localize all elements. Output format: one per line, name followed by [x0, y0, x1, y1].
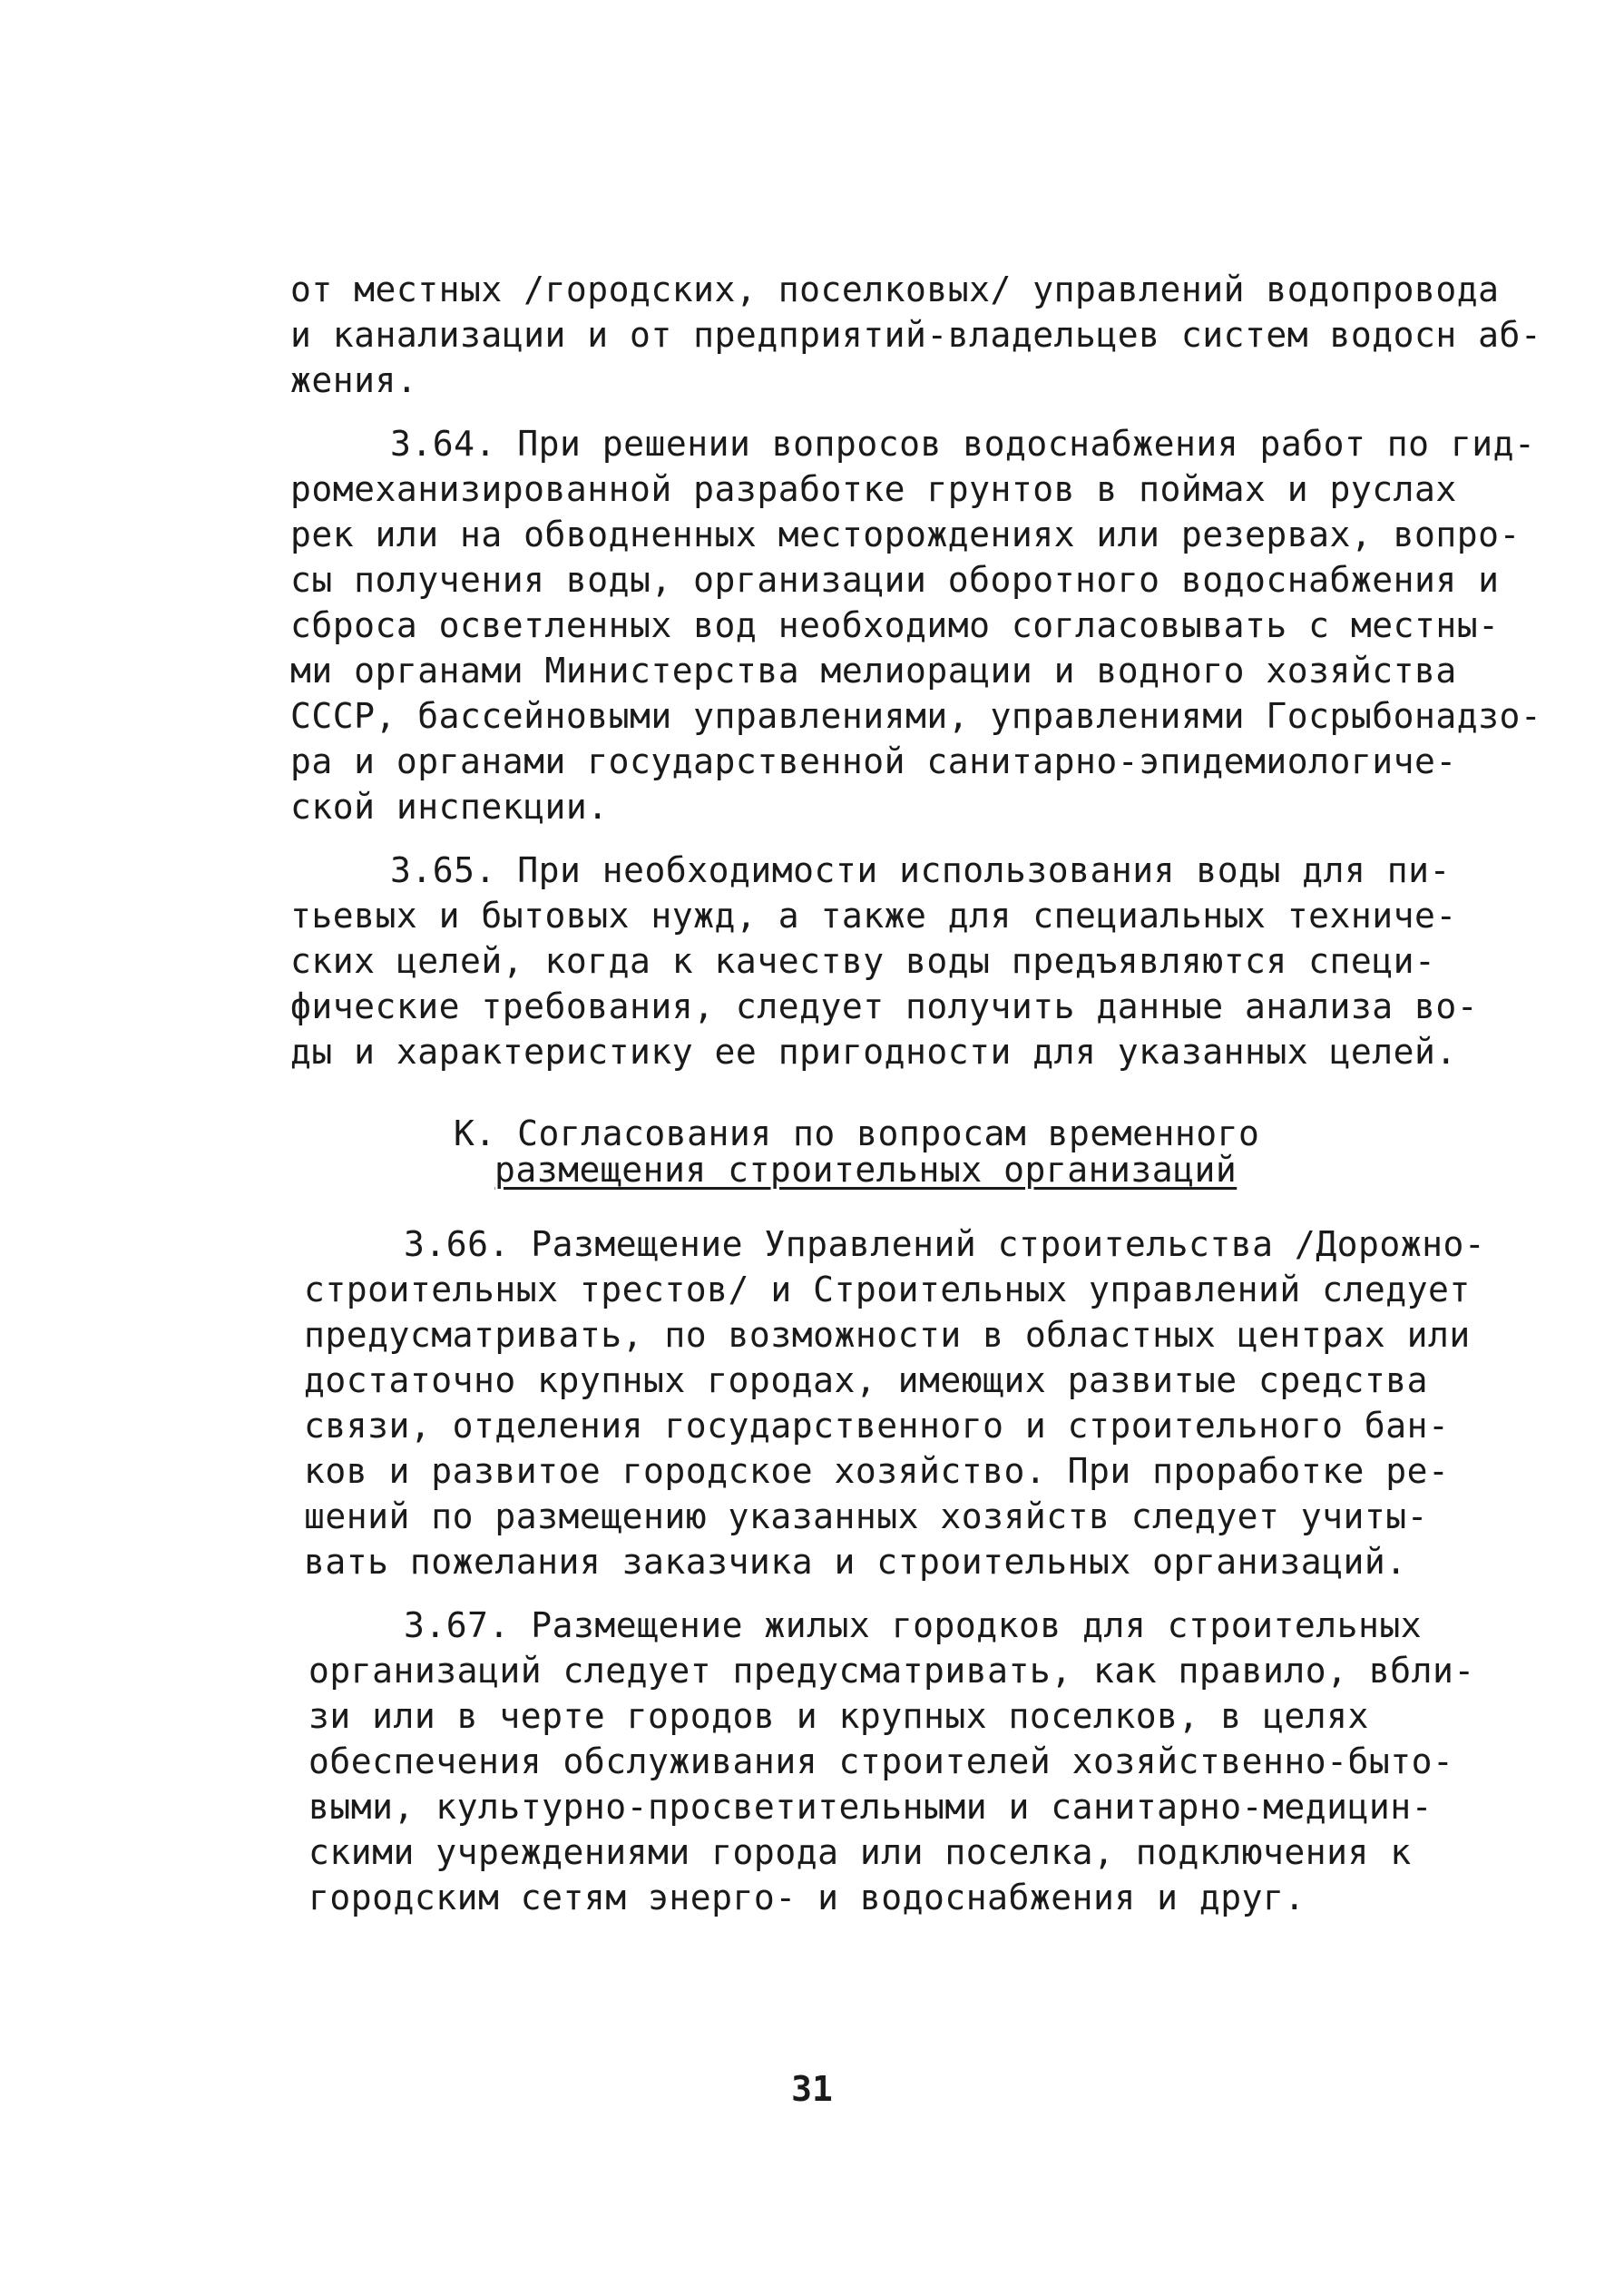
text-line: СССР, бассейновыми управлениями, управлениями Госрыбонадзо-: [290, 696, 1542, 736]
text-line: ра и органами государственной санитарно-эпидемиологиче-: [290, 741, 1457, 781]
text-line: 3.64. При решении вопросов водоснабжения работ по гид-: [390, 424, 1536, 464]
text-line: 3.67. Размещение жилых городков для строительных: [404, 1605, 1423, 1645]
text-line: 3.65. При необходимости использования воды для пи-: [390, 850, 1451, 890]
text-line: 3.66. Размещение Управлений строительства /Дорожно-: [404, 1224, 1486, 1264]
text-line: строительных трестов/ и Строительных управлений следует: [304, 1270, 1471, 1309]
text-line: ромеханизированной разработке грунтов в поймах и руслах: [290, 469, 1457, 509]
text-line: жения.: [290, 360, 418, 400]
text-line: ской инспекции.: [290, 787, 609, 827]
page-number: 31: [791, 2069, 833, 2109]
section-heading-line-2: размещения строительных организаций: [494, 1150, 1238, 1190]
text-line: сы получения воды, организации оборотного водоснабжения и: [290, 560, 1500, 600]
text-line: вать пожелания заказчика и строительных организаций.: [304, 1542, 1407, 1582]
text-line: рек или на обводненных месторождениях или резервах, вопро-: [290, 515, 1521, 554]
text-line: ков и развитое городское хозяйство. При проработке ре-: [304, 1451, 1450, 1491]
text-line: достаточно крупных городах, имеющих развитые средства: [304, 1360, 1429, 1400]
text-line: обеспечения обслуживания строителей хозяйственно-быто-: [308, 1741, 1454, 1781]
text-line: ских целей, когда к качеству воды предъявляются специ-: [290, 941, 1436, 981]
text-line: зи или в черте городов и крупных поселков, в целях: [308, 1696, 1369, 1736]
text-line: ми органами Министерства мелиорации и водного хозяйства: [290, 651, 1457, 691]
section-heading-line-1: К. Согласования по вопросам временного: [454, 1113, 1260, 1153]
text-line: и канализации и от предприятий-владельцев систем водосн аб-: [290, 315, 1542, 355]
text-line: скими учреждениями города или поселка, подключения к: [308, 1832, 1412, 1872]
text-line: предусматривать, по возможности в областных центрах или: [304, 1315, 1471, 1355]
text-line: шений по размещению указанных хозяйств следует учиты-: [304, 1496, 1429, 1536]
text-line: городским сетям энерго- и водоснабжения и друг.: [308, 1878, 1306, 1917]
text-line: выми, культурно-просветительными и санитарно-медицин-: [308, 1787, 1433, 1827]
text-line: ды и характеристику ее пригодности для указанных целей.: [290, 1032, 1457, 1072]
text-line: фические требования, следует получить данные анализа во-: [290, 986, 1479, 1026]
text-line: тьевых и бытовых нужд, а также для специальных техниче-: [290, 896, 1457, 936]
text-line: сброса осветленных вод необходимо согласовывать с местны-: [290, 605, 1500, 645]
text-line: связи, отделения государственного и строительного бан-: [304, 1406, 1450, 1446]
text-line: организаций следует предусматривать, как правило, вбли-: [308, 1651, 1475, 1691]
text-line: от местных /городских, поселковых/ управлений водопровода: [290, 270, 1500, 309]
